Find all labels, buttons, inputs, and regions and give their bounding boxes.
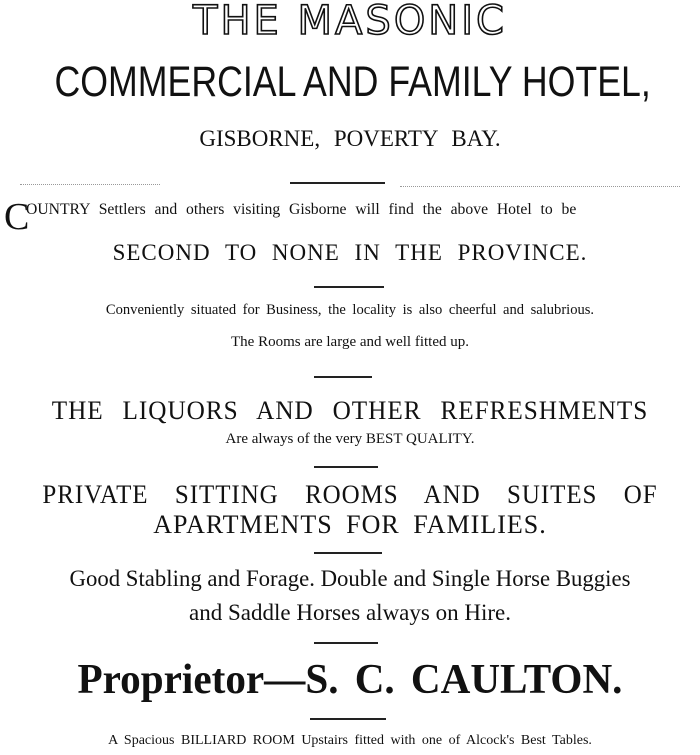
advert-subtitle: COMMERCIAL AND FAMILY HOTEL, bbox=[54, 58, 651, 106]
stabling-line1: Good Stabling and Forage. Double and Single Horse Buggies bbox=[69, 566, 631, 591]
section-divider bbox=[314, 286, 384, 288]
liquors-heading: THE LIQUORS AND OTHER REFRESHMENTS bbox=[51, 396, 649, 425]
section-divider bbox=[290, 182, 385, 184]
section-divider bbox=[314, 552, 382, 554]
section-divider bbox=[314, 466, 378, 468]
rooms-text: The Rooms are large and well fitted up. bbox=[231, 334, 469, 350]
advert-title: THE MASONIC bbox=[193, 0, 507, 44]
proprietor-line: Proprietor—S. C. CAULTON. bbox=[77, 657, 623, 703]
section-divider bbox=[314, 376, 372, 378]
print-noise bbox=[400, 186, 680, 187]
tagline: SECOND TO NONE IN THE PROVINCE. bbox=[112, 240, 588, 265]
section-divider bbox=[310, 718, 386, 720]
section-divider bbox=[314, 642, 378, 644]
print-noise bbox=[20, 184, 160, 185]
intro-text: OUNTRY Settlers and others visiting Gisborne will find the above Hotel to be bbox=[26, 201, 577, 218]
private-rooms-line2: APARTMENTS FOR FAMILIES. bbox=[153, 510, 547, 539]
convenience-text: Conveniently situated for Business, the locality is also cheerful and salubrious. bbox=[105, 302, 595, 318]
stabling-line2: and Saddle Horses always on Hire. bbox=[189, 600, 511, 625]
billiard-room-line: A Spacious BILLIARD ROOM Upstairs fitted with one of Alcock's Best Tables. bbox=[108, 733, 592, 748]
private-rooms-line1: PRIVATE SITTING ROOMS AND SUITES OF bbox=[42, 480, 658, 509]
liquors-note: Are always of the very BEST QUALITY. bbox=[225, 431, 475, 447]
drop-cap: C bbox=[4, 196, 30, 238]
advert-location: GISBORNE, POVERTY BAY. bbox=[199, 126, 501, 151]
